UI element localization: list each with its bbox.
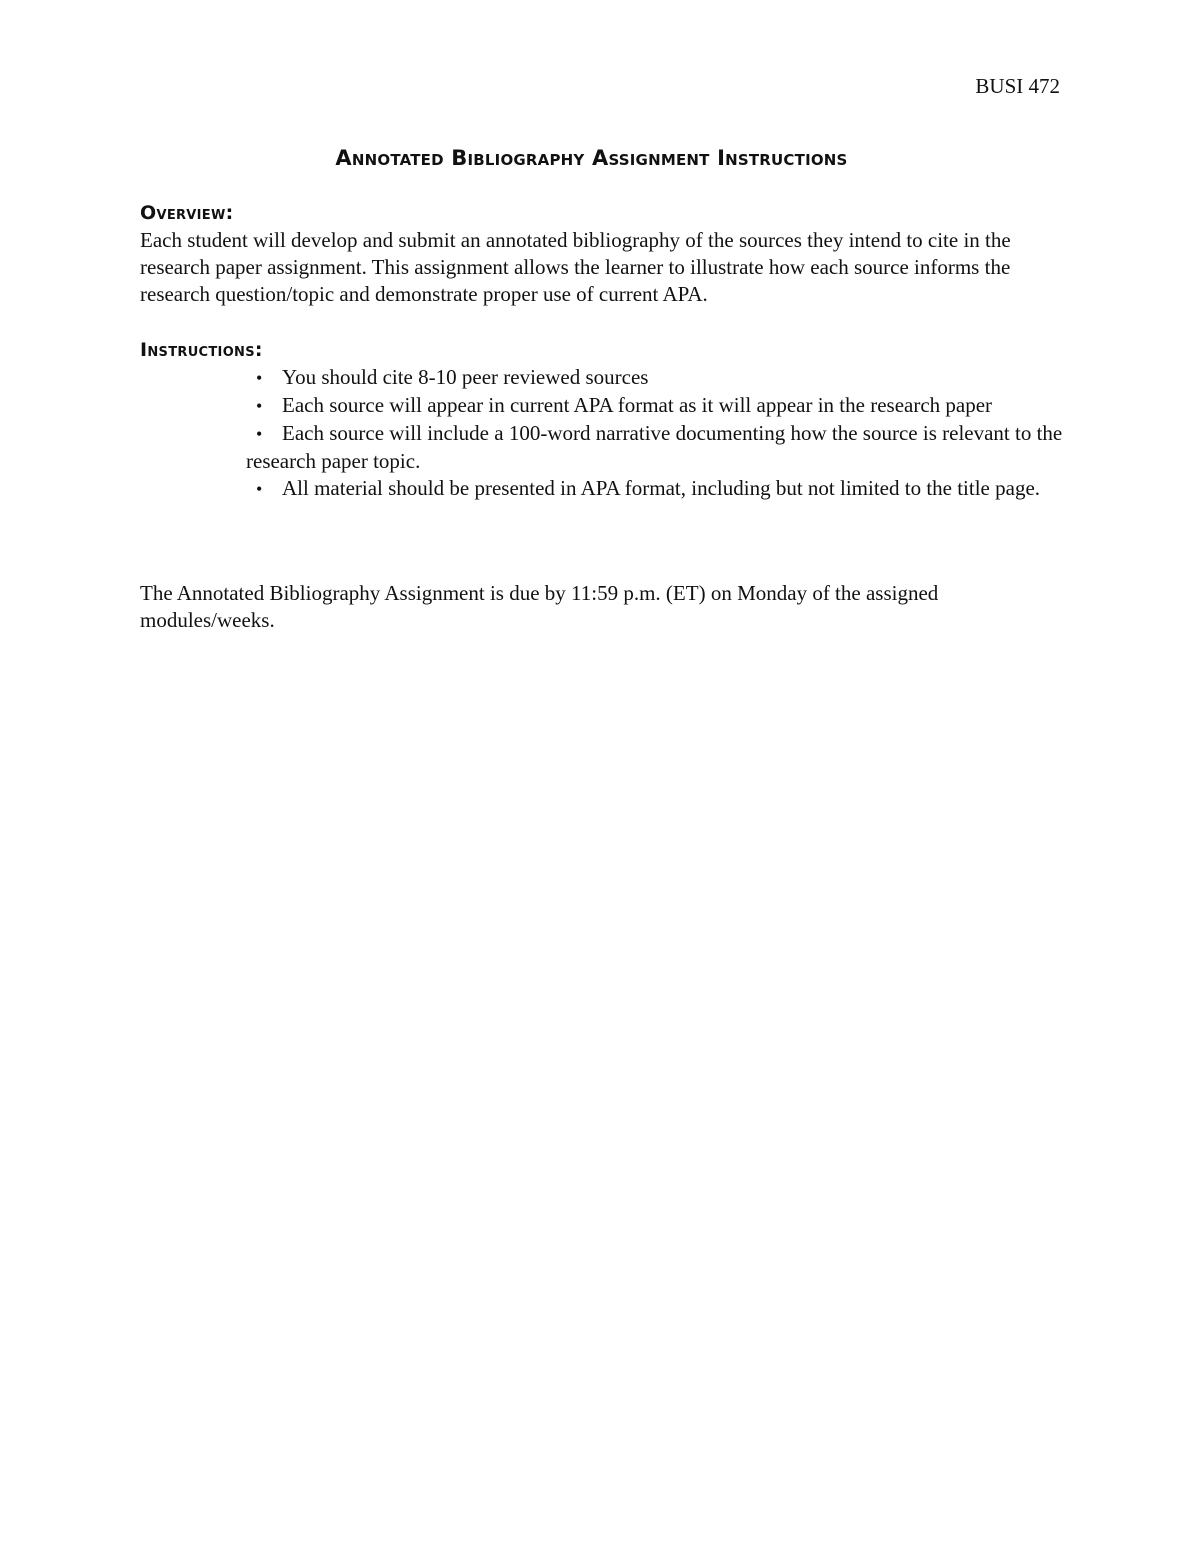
due-date-section xyxy=(140,580,1070,634)
list-item xyxy=(246,364,1070,392)
bullet-icon: • xyxy=(256,368,263,388)
overview-section xyxy=(140,199,1070,308)
list-item-text: Each source will appear in current APA format as it will appear in the research paper xyxy=(282,393,993,417)
course-code: BUSI 472 xyxy=(975,74,1060,98)
overview-heading: Overview: xyxy=(140,202,234,224)
overview-text: Each student will develop and submit an annotated bibliography of the sources they intend to cite in the research paper assignment. This assignment allows the learner to illustrate how each source informs the research question/topic and demonstrate proper use of current APA. xyxy=(140,228,1011,306)
bullet-icon: • xyxy=(256,396,263,416)
instructions-section xyxy=(140,336,1070,503)
list-item xyxy=(246,475,1070,503)
instructions-list xyxy=(140,364,1070,503)
list-item-text: Each source will include a 100-word narrative documenting how the source is relevant to the research paper topic. xyxy=(246,421,1063,473)
bullet-icon: • xyxy=(256,424,263,444)
page-title: Annotated Bibliography Assignment Instructions xyxy=(335,146,848,170)
list-item-text: All material should be presented in APA format, including but not limited to the title page. xyxy=(282,476,1041,500)
due-date-text: The Annotated Bibliography Assignment is due by 11:59 p.m. (ET) on Monday of the assigned modules/weeks. xyxy=(140,581,939,632)
bullet-icon: • xyxy=(256,479,263,499)
instructions-heading: Instructions: xyxy=(140,339,263,361)
list-item xyxy=(246,392,1070,420)
list-item xyxy=(246,420,1070,475)
list-item-text: You should cite 8-10 peer reviewed sources xyxy=(282,365,649,389)
